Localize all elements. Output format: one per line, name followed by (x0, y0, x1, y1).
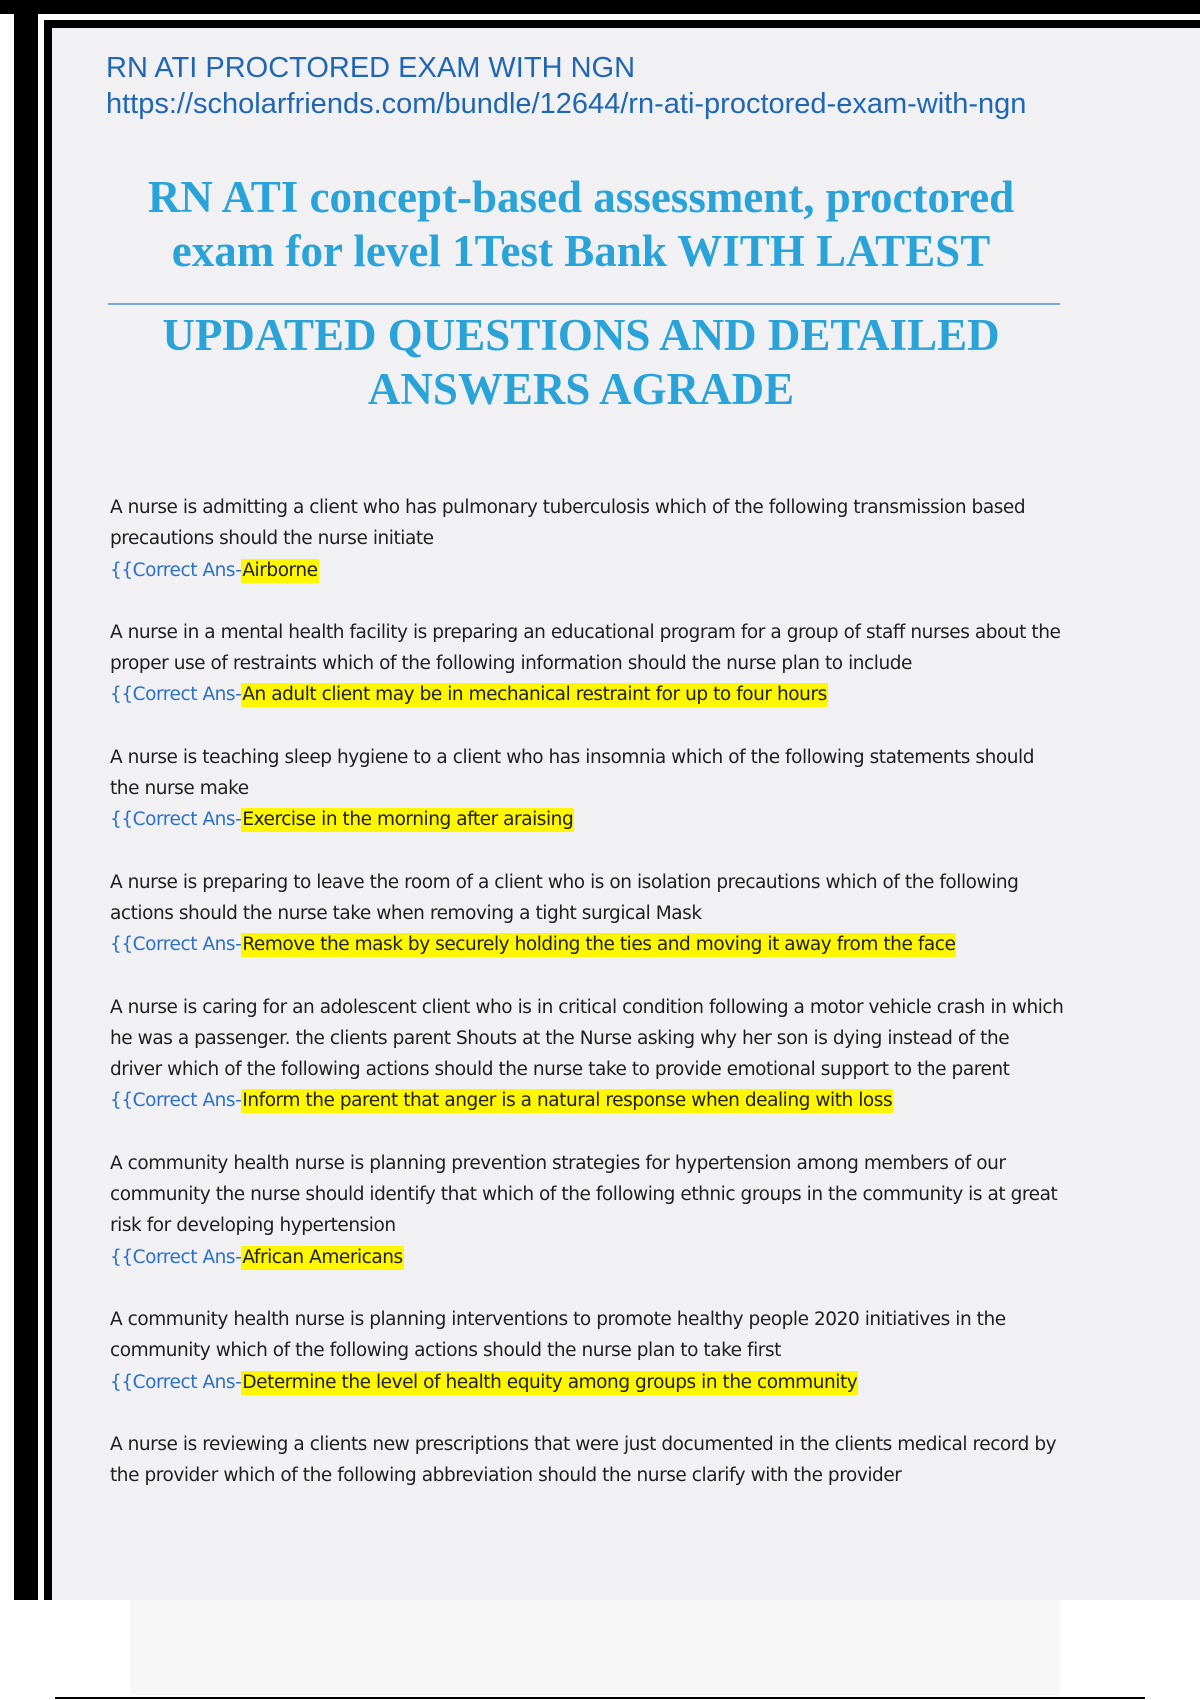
answer-prefix: {{Correct Ans- (110, 1246, 242, 1268)
answer-highlight: Remove the mask by securely holding the ties and moving it away from the face (242, 934, 956, 956)
question-item (110, 492, 1065, 586)
question-item (110, 867, 1065, 961)
answer-prefix: {{Correct Ans- (110, 809, 242, 831)
answer-line (110, 679, 1065, 710)
page-border-inner-top (44, 20, 1200, 28)
question-item (110, 992, 1065, 1117)
answer-highlight: African Americans (242, 1246, 403, 1268)
header-title: RN ATI PROCTORED EXAM WITH NGN (106, 52, 636, 84)
question-text: A nurse in a mental health facility is preparing an educational program for a group of staff nurses about the proper use of restraints which of the following information should the nurse plan to include (110, 621, 1061, 675)
answer-line (110, 1085, 1065, 1116)
answer-prefix: {{Correct Ans- (110, 1371, 242, 1393)
document-subtitle (106, 308, 1056, 416)
question-item (110, 742, 1065, 836)
question-text: A nurse is caring for an adolescent client who is in critical condition following a motor vehicle crash in which he was a passenger. the clients parent Shouts at the Nurse asking why her son is dying instead of the driver which of the following actions should the nurse take to provide emotional support to the parent (110, 996, 1064, 1081)
answer-highlight: Determine the level of health equity among groups in the community (242, 1371, 858, 1393)
answer-line (110, 555, 1065, 586)
header-url-link[interactable]: https://scholarfriends.com/bundle/12644/rn-ati-proctored-exam-with-ngn (106, 88, 1027, 120)
answer-line (110, 1242, 1065, 1273)
answer-line (110, 929, 1065, 960)
question-item (110, 1429, 1065, 1492)
page-border-top (0, 0, 1200, 14)
answer-prefix: {{Correct Ans- (110, 559, 242, 581)
answer-highlight: Airborne (242, 559, 318, 581)
document-subtitle-line-1: UPDATED QUESTIONS AND DETAILED (162, 310, 1000, 360)
question-text: A nurse is preparing to leave the room of a client who is on isolation precautions which of the following actions should the nurse take when removing a tight surgical Mask (110, 871, 1019, 924)
answer-prefix: {{Correct Ans- (110, 934, 242, 956)
title-divider (108, 303, 1060, 305)
question-item (110, 617, 1065, 711)
answer-prefix: {{Correct Ans- (110, 684, 242, 706)
page-bottom-rule (55, 1697, 1145, 1699)
document-title (106, 170, 1056, 278)
question-text: A nurse is reviewing a clients new prescriptions that were just documented in the clients medical record by the provider which of the following abbreviation should the nurse clarify with the provider (110, 1433, 1057, 1487)
question-text: A nurse is admitting a client who has pulmonary tuberculosis which of the following transmission based precautions should the nurse initiate (110, 497, 1026, 550)
answer-line (110, 1367, 1065, 1398)
document-title-line-1: RN ATI concept-based assessment, proctored (147, 172, 1015, 222)
answer-line (110, 804, 1065, 835)
page-border-inner-left (44, 20, 52, 1600)
answer-highlight: An adult client may be in mechanical restraint for up to four hours (242, 684, 827, 706)
page-bottom-area (130, 1600, 1060, 1695)
question-text: A nurse is teaching sleep hygiene to a client who has insomnia which of the following statements should the nurse make (110, 746, 1035, 800)
document-title-line-2: exam for level 1Test Bank WITH LATEST (171, 226, 991, 276)
document-subtitle-line-2: ANSWERS AGRADE (367, 364, 795, 414)
question-item (110, 1148, 1065, 1273)
question-text: A community health nurse is planning interventions to promote healthy people 2020 initiatives in the community which of the following actions should the nurse plan to take first (110, 1308, 1006, 1362)
answer-prefix: {{Correct Ans- (110, 1090, 242, 1112)
question-list (110, 492, 1065, 1522)
answer-highlight: Inform the parent that anger is a natural response when dealing with loss (242, 1090, 893, 1112)
answer-highlight: Exercise in the morning after araising (242, 809, 574, 831)
question-item (110, 1304, 1065, 1398)
page-border-left (14, 0, 38, 1600)
question-text: A community health nurse is planning prevention strategies for hypertension among members of our community the nurse should identify that which of the following ethnic groups in the community is at great risk for developing hypertension (110, 1152, 1058, 1237)
